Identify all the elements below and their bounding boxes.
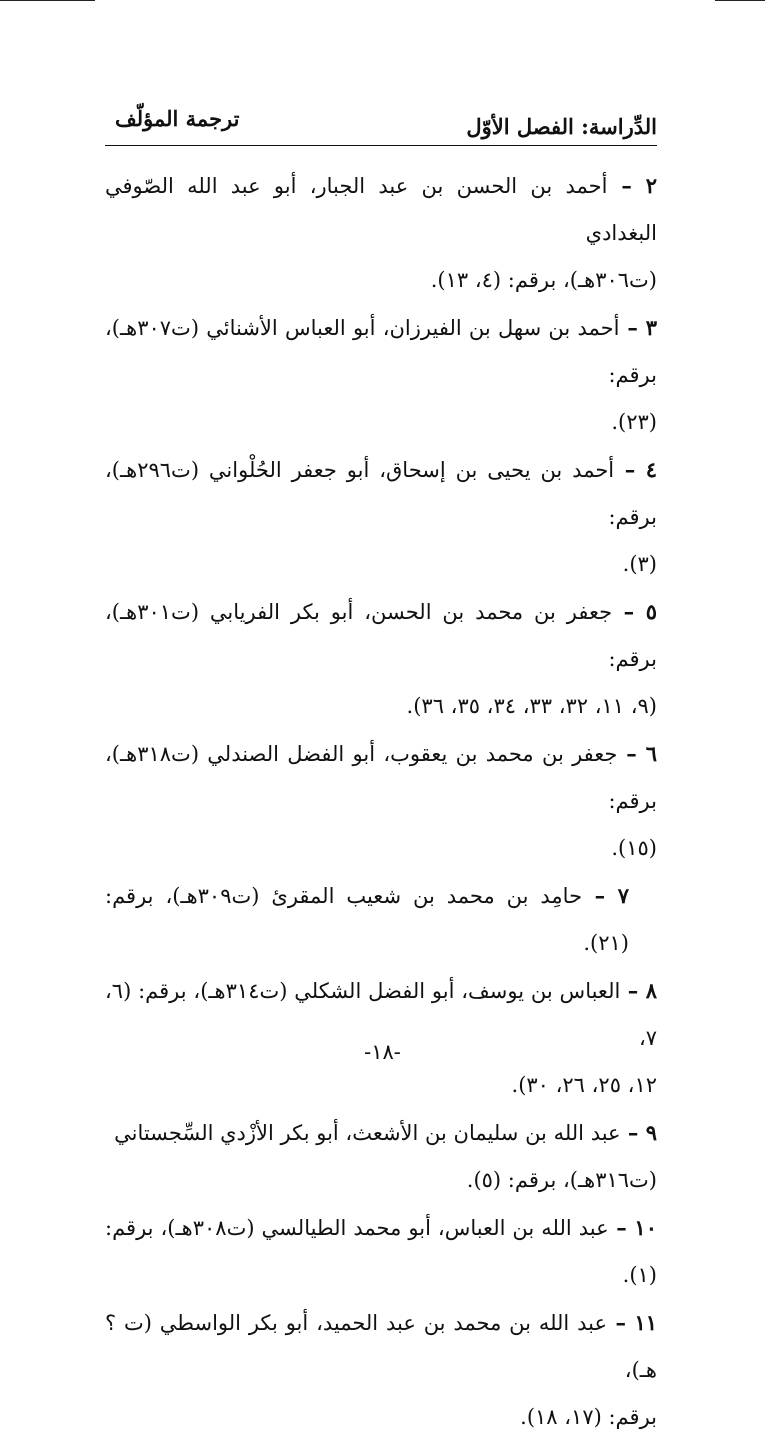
entry-text: العباس بن يوسف، أبو الفضل الشكلي (ت٣١٤هـ)، برقم: (٦، ٧، (105, 979, 657, 1050)
entry-list (105, 162, 657, 1441)
entry-number: ٩ (645, 1120, 657, 1145)
entry-continuation: ١٢، ٢٥، ٢٦، ٣٠). (511, 1073, 657, 1097)
entry-text: عبد الله بن محمد بن عبد الحميد، أبو بكر الواسطي (ت ؟هـ)، (105, 1311, 657, 1382)
entry-number: ٥ (645, 599, 657, 624)
list-item: ١٠ – عبد الله بن العباس، أبو محمد الطيالسي (ت٣٠٨هـ)، برقم: (١). (105, 1215, 657, 1287)
header-section-title: ترجمة المؤلّف (115, 106, 240, 131)
entry-text: جعفر بن محمد بن الحسن، أبو بكر الفريابي (ت٣٠١هـ)، برقم: (105, 600, 657, 671)
entry-text: عبد الله بن سليمان بن الأشعث، أبو بكر الأزْدي السِّجستاني (114, 1121, 621, 1145)
scan-line-top-right (715, 0, 765, 1)
entry-text: أحمد بن الحسن بن عبد الجبار، أبو عبد الله الصّوفي البغدادي (105, 174, 657, 245)
entry-number: ٢ (645, 173, 657, 198)
entry-number: ٨ (645, 978, 658, 1003)
header-chapter-title: الدِّراسة: الفصل الأوّل (466, 114, 657, 139)
list-item: ٩ – عبد الله بن سليمان بن الأشعث، أبو بكر الأزْدي السِّجستاني (ت٣١٦هـ)، برقم: (٥). (105, 1109, 657, 1204)
entry-continuation: (ت٣٠٦هـ)، برقم: (٤، ١٣). (430, 268, 657, 292)
entry-number: ٦ (645, 741, 658, 766)
document-page (105, 105, 657, 1441)
page-number: -١٨- (364, 1040, 401, 1064)
entry-text: أحمد بن سهل بن الفيرزان، أبو العباس الأشنائي (ت٣٠٧هـ)، برقم: (105, 316, 657, 387)
entry-number: ١٠ (634, 1215, 657, 1240)
entry-continuation: (ت٣١٦هـ)، برقم: (٥). (466, 1168, 657, 1192)
entry-text: أحمد بن يحيى بن إسحاق، أبو جعفر الحُلْواني (ت٢٩٦هـ)، برقم: (105, 458, 657, 529)
list-item: ٦ – جعفر بن محمد بن يعقوب، أبو الفضل الصندلي (ت٣١٨هـ)، برقم: (١٥). (105, 730, 657, 872)
scan-line-top-left (0, 0, 95, 1)
entry-text: عبد الله بن العباس، أبو محمد الطيالسي (ت٣٠٨هـ)، برقم: (١). (105, 1216, 657, 1287)
entry-number: ٣ (645, 315, 657, 340)
entry-number: ٤ (645, 457, 658, 482)
list-item: ٥ – جعفر بن محمد بن الحسن، أبو بكر الفريابي (ت٣٠١هـ)، برقم: (٩، ١١، ٣٢، ٣٣، ٣٤، ٣٥، ٣٦). (105, 588, 657, 730)
list-item: ٣ – أحمد بن سهل بن الفيرزان، أبو العباس الأشنائي (ت٣٠٧هـ)، برقم: (٢٣). (105, 304, 657, 446)
list-item: ١١ – عبد الله بن محمد بن عبد الحميد، أبو بكر الواسطي (ت ؟هـ)، برقم: (١٧، ١٨). (105, 1299, 657, 1441)
list-item: ٤ – أحمد بن يحيى بن إسحاق، أبو جعفر الحُلْواني (ت٢٩٦هـ)، برقم: (٣). (105, 446, 657, 588)
entry-number: ١١ (634, 1310, 657, 1335)
entry-continuation: (٩، ١١، ٣٢، ٣٣، ٣٤، ٣٥، ٣٦). (406, 694, 657, 718)
entry-continuation: (١٥). (611, 836, 657, 860)
list-item: ٧ – حامِد بن محمد بن شعيب المقرئ (ت٣٠٩هـ)، برقم: (٢١). (105, 883, 629, 955)
list-item: ٢ – أحمد بن الحسن بن عبد الجبار، أبو عبد الله الصّوفي البغدادي (ت٣٠٦هـ)، برقم: (٤، ١٣). (105, 162, 657, 304)
running-header (105, 105, 657, 146)
list-item: ٨ – العباس بن يوسف، أبو الفضل الشكلي (ت٣١٤هـ)، برقم: (٦، ٧، ١٢، ٢٥، ٢٦، ٣٠). (105, 967, 657, 1109)
entry-text: حامِد بن محمد بن شعيب المقرئ (ت٣٠٩هـ)، برقم: (٢١). (105, 884, 629, 955)
entry-continuation: (٣). (622, 552, 657, 576)
entry-continuation: برقم: (١٧، ١٨). (520, 1405, 657, 1429)
entry-continuation: (٢٣). (611, 410, 657, 434)
entry-text: جعفر بن محمد بن يعقوب، أبو الفضل الصندلي (ت٣١٨هـ)، برقم: (105, 742, 657, 813)
entry-number: ٧ (617, 883, 629, 908)
